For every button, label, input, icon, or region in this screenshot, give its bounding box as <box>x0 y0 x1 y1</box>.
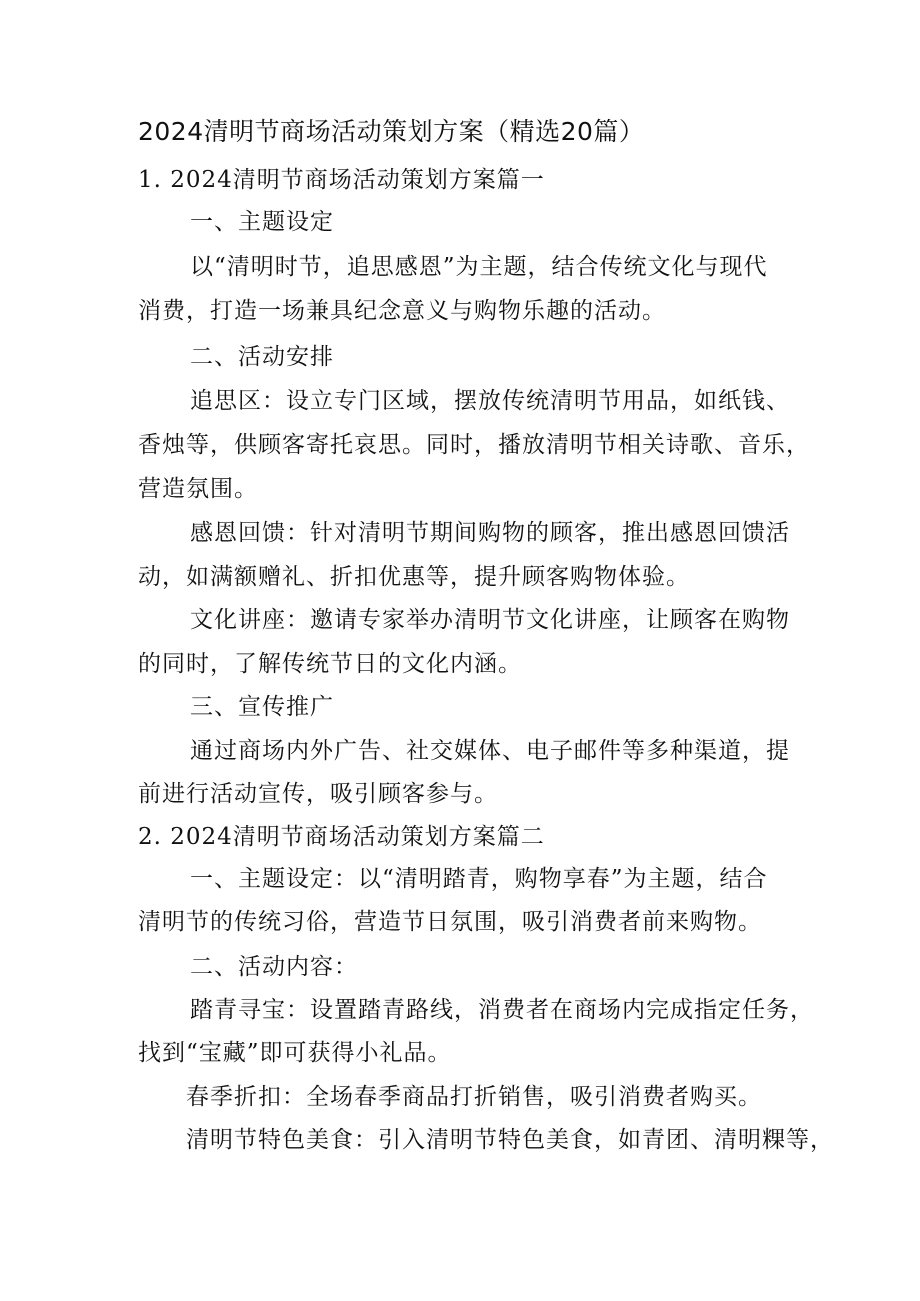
subheading-promotion: 三、宣传推广 <box>190 694 334 720</box>
paragraph-line: 一、主题设定：以“清明踏青，购物享春”为主题，结合 <box>190 866 768 892</box>
paragraph-line: 文化讲座：邀请专家举办清明节文化讲座，让顾客在购物 <box>190 607 790 633</box>
section-heading-2: 2. 2024清明节商场活动策划方案篇二 <box>138 824 545 850</box>
paragraph-line: 找到“宝藏”即可获得小礼品。 <box>138 1040 452 1066</box>
paragraph-line: 的同时，了解传统节日的文化内涵。 <box>138 651 522 677</box>
paragraph-line: 消费，打造一场兼具纪念意义与购物乐趣的活动。 <box>138 298 666 324</box>
paragraph-line: 清明节特色美食：引入清明节特色美食，如青团、清明粿等， <box>186 1127 834 1153</box>
section-heading-1: 1. 2024清明节商场活动策划方案篇一 <box>138 167 545 193</box>
paragraph-line: 感恩回馈：针对清明节期间购物的顾客，推出感恩回馈活 <box>190 520 790 546</box>
subheading-theme: 一、主题设定 <box>190 209 334 235</box>
paragraph-line: 踏青寻宝：设置踏青路线，消费者在商场内完成指定任务， <box>190 997 814 1023</box>
paragraph-line: 前进行活动宣传，吸引顾客参与。 <box>138 781 498 807</box>
paragraph-line: 动，如满额赠礼、折扣优惠等，提升顾客购物体验。 <box>138 564 690 590</box>
subheading-content: 二、活动内容： <box>190 954 358 980</box>
paragraph-line: 营造氛围。 <box>138 476 258 502</box>
subheading-arrangement: 二、活动安排 <box>190 344 334 370</box>
paragraph-line: 香烛等，供顾客寄托哀思。同时，播放清明节相关诗歌、音乐， <box>138 432 810 458</box>
document-title: 2024清明节商场活动策划方案（精选20篇） <box>138 117 645 146</box>
paragraph-line: 通过商场内外广告、社交媒体、电子邮件等多种渠道，提 <box>190 738 790 764</box>
paragraph-line: 清明节的传统习俗，营造节日氛围，吸引消费者前来购物。 <box>138 909 762 935</box>
paragraph-line: 春季折扣：全场春季商品打折销售，吸引消费者购买。 <box>186 1084 762 1110</box>
paragraph-line: 以“清明时节，追思感恩”为主题，结合传统文化与现代 <box>190 254 768 280</box>
paragraph-line: 追思区：设立专门区域，摆放传统清明节用品，如纸钱、 <box>190 388 790 414</box>
